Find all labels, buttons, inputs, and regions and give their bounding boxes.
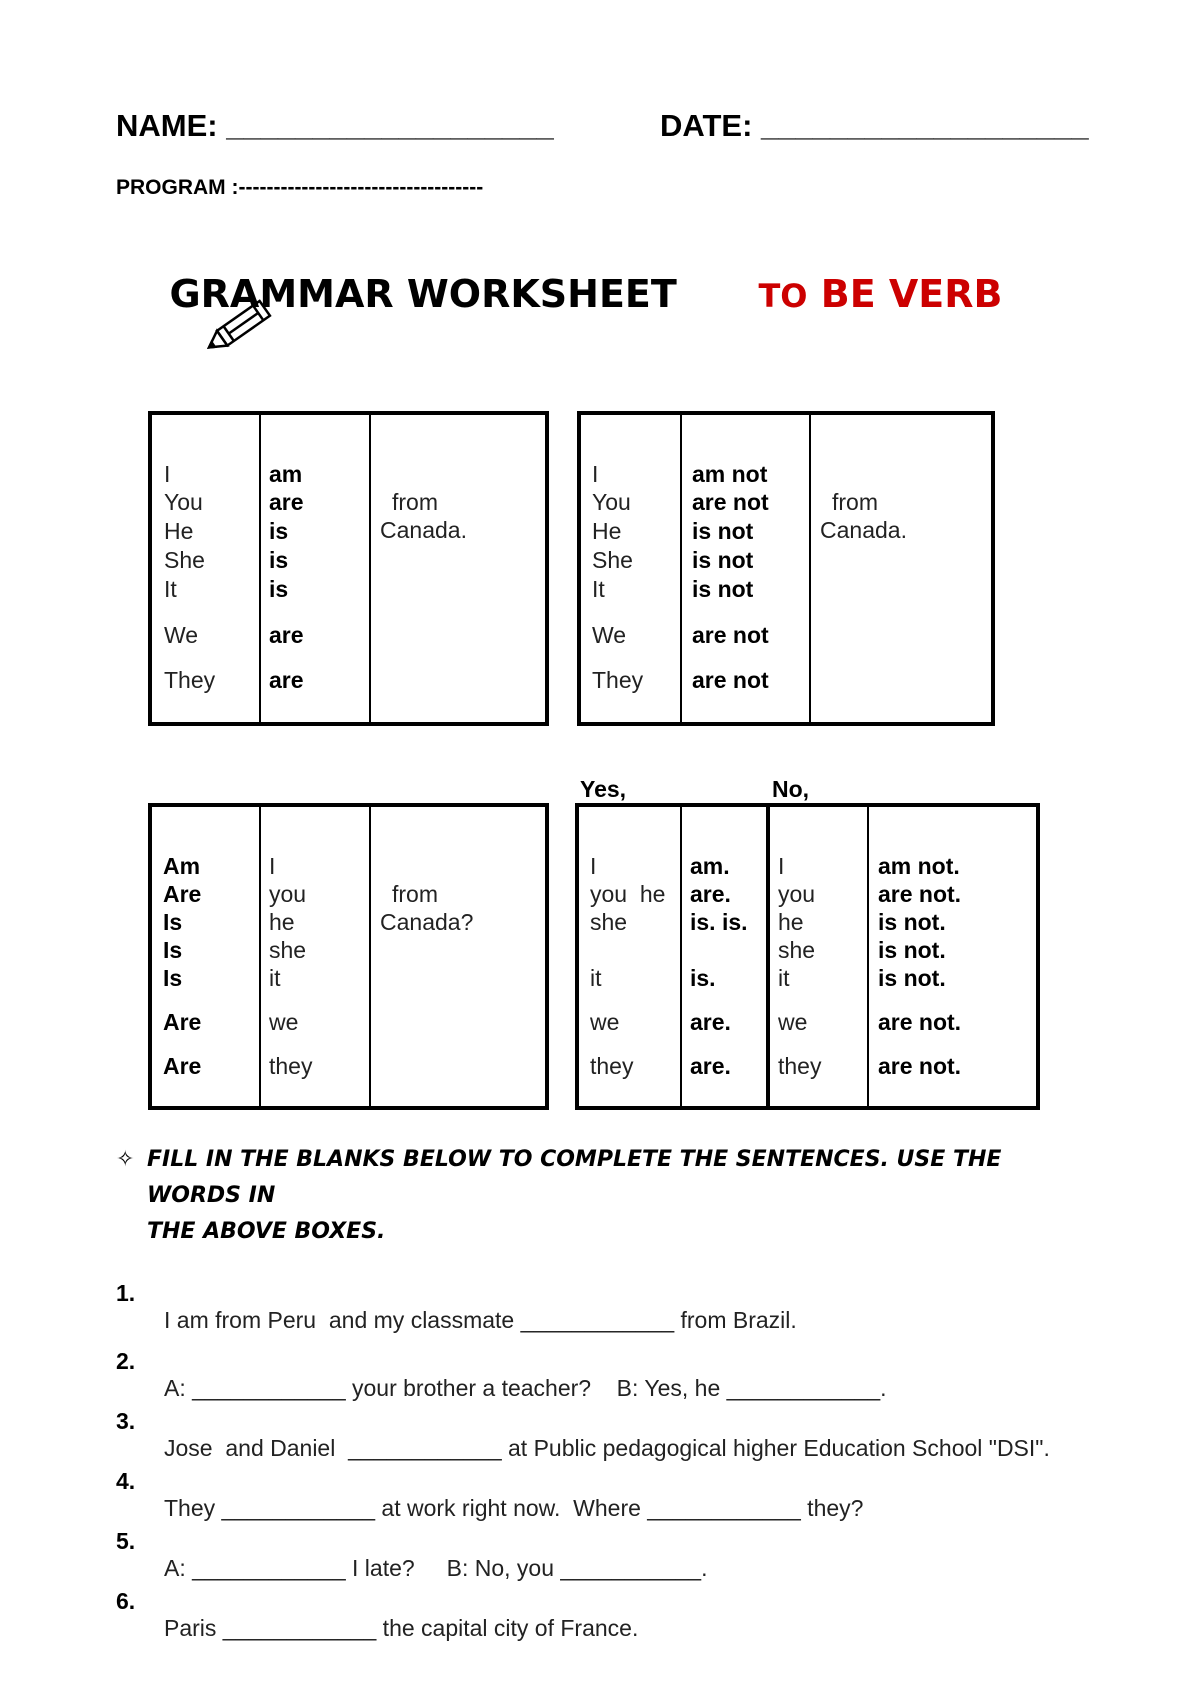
subject-cell: it [269,965,281,991]
subject-cell: It [164,576,177,602]
subject-cell: she [269,937,307,963]
verb-cell: Is [163,937,183,963]
exercise-number: 1. [116,1280,136,1306]
subject-cell: we [778,1009,808,1035]
program-field-label: PROGRAM :----------------------------------- [116,176,484,199]
title-be-verb: BE VERB [820,272,1003,316]
no-label: No, [772,776,810,802]
verb-cell: are not. [878,881,962,907]
exercise-number: 2. [116,1348,136,1374]
verb-cell: is not [692,518,754,544]
exercise-number: 4. [116,1468,136,1494]
subject-cell: he [778,909,804,935]
subject-cell: I [778,853,785,879]
exercise-text: A: ____________ I late? B: No, you ___________. [164,1555,708,1581]
verb-cell: is not. [878,965,946,991]
subject-cell: we [590,1009,620,1035]
title-to: TO [758,277,808,315]
subject-cell: We [164,622,199,648]
exercise-number: 6. [116,1588,136,1614]
exercise-text: A: ____________ your brother a teacher? B: Yes, he ____________. [164,1375,887,1401]
verb-cell: Are [163,1009,202,1035]
verb-cell: are not. [878,1053,962,1079]
exercise-text: Paris ____________ the capital city of France. [164,1615,639,1641]
exercise-number: 3. [116,1408,136,1434]
subject-cell: You [592,489,631,515]
subject-cell: she [590,909,628,935]
subject-cell: you [778,881,816,907]
verb-cell: am not. [878,853,960,879]
subject-cell: I [164,461,171,487]
subject-cell: They [164,667,216,693]
verb-cell: Are [163,1053,202,1079]
subject-cell: I [590,853,597,879]
verb-cell: is not. [878,937,946,963]
name-field-label: NAME: ___________________ [116,108,554,143]
verb-cell: are [269,489,304,515]
verb-cell: is not [692,576,754,602]
verb-cell: is. [690,965,716,991]
question-table: Am Are Is Is Is Are Are I you he she it we they from Canada? [148,803,549,1110]
subject-cell: You [164,489,203,515]
subject-cell: I [269,853,276,879]
title-main: GRAMMAR WORKSHEET [169,272,677,316]
subject-cell: He [592,518,622,544]
verb-cell: are. [690,881,731,907]
subject-cell: it [778,965,790,991]
yes-label: Yes, [580,776,627,802]
verb-cell: are not [692,622,769,648]
subject-cell: She [164,547,205,573]
verb-cell: are not. [878,1009,962,1035]
subject-cell: they [269,1053,313,1079]
short-answer-table [575,803,1040,1110]
subject-cell: It [592,576,605,602]
subject-cell: they [590,1053,634,1079]
verb-cell: is [269,547,289,573]
affirmative-table: I You He She It We They am are is is is are are from Canada. [148,411,549,726]
exercise-text: I am from Peru and my classmate ____________ from Brazil. [164,1307,797,1333]
instructions-bullet-icon: ✧ [116,1147,135,1172]
verb-cell: Am [163,853,201,879]
verb-cell: is not. [878,909,946,935]
verb-cell: is not [692,547,754,573]
verb-cell: Are [163,881,202,907]
instructions-text [147,1142,1087,1250]
pencil-icon [196,290,286,360]
subject-cell: I [592,461,599,487]
exercise-text: Jose and Daniel ____________ at Public pedagogical higher Education School "DSI". [164,1435,1050,1461]
verb-cell: Is [163,909,183,935]
subject-cell: she [778,937,816,963]
subject-cell: We [592,622,627,648]
subject-cell: She [592,547,633,573]
worksheet-topic [732,228,1002,316]
verb-cell: am. [690,853,730,879]
subject-cell: They [592,667,644,693]
verb-cell: are [269,622,304,648]
verb-cell: am [269,461,303,487]
date-field-label: DATE: ___________________ [660,108,1089,143]
verb-cell: are not [692,667,769,693]
subject-cell: He [164,518,194,544]
verb-cell: are. [690,1009,731,1035]
subject-cell: it [590,965,602,991]
verb-cell: Is [163,965,183,991]
verb-cell: is [269,576,289,602]
verb-cell: is [269,518,289,544]
verb-cell: are [269,667,304,693]
exercise-number: 5. [116,1528,136,1554]
verb-cell: are not [692,489,769,515]
exercise-text: They ____________ at work right now. Where ____________ they? [164,1495,864,1521]
subject-cell: you [269,881,307,907]
verb-cell: is. is. [690,909,748,935]
instructions-line-1: FILL IN THE BLANKS BELOW TO COMPLETE THE SENTENCES. USE THE WORDS IN [147,1147,1002,1208]
subject-cell: they [778,1053,822,1079]
subject-cell: you he [590,881,666,907]
verb-cell: are. [690,1053,731,1079]
verb-cell: am not [692,461,768,487]
instructions-line-2: THE ABOVE BOXES. [147,1219,386,1244]
negative-table: I You He She It We They am not are not is not is not is not are not are not from Canada. [577,411,995,726]
subject-cell: he [269,909,295,935]
subject-cell: we [269,1009,299,1035]
